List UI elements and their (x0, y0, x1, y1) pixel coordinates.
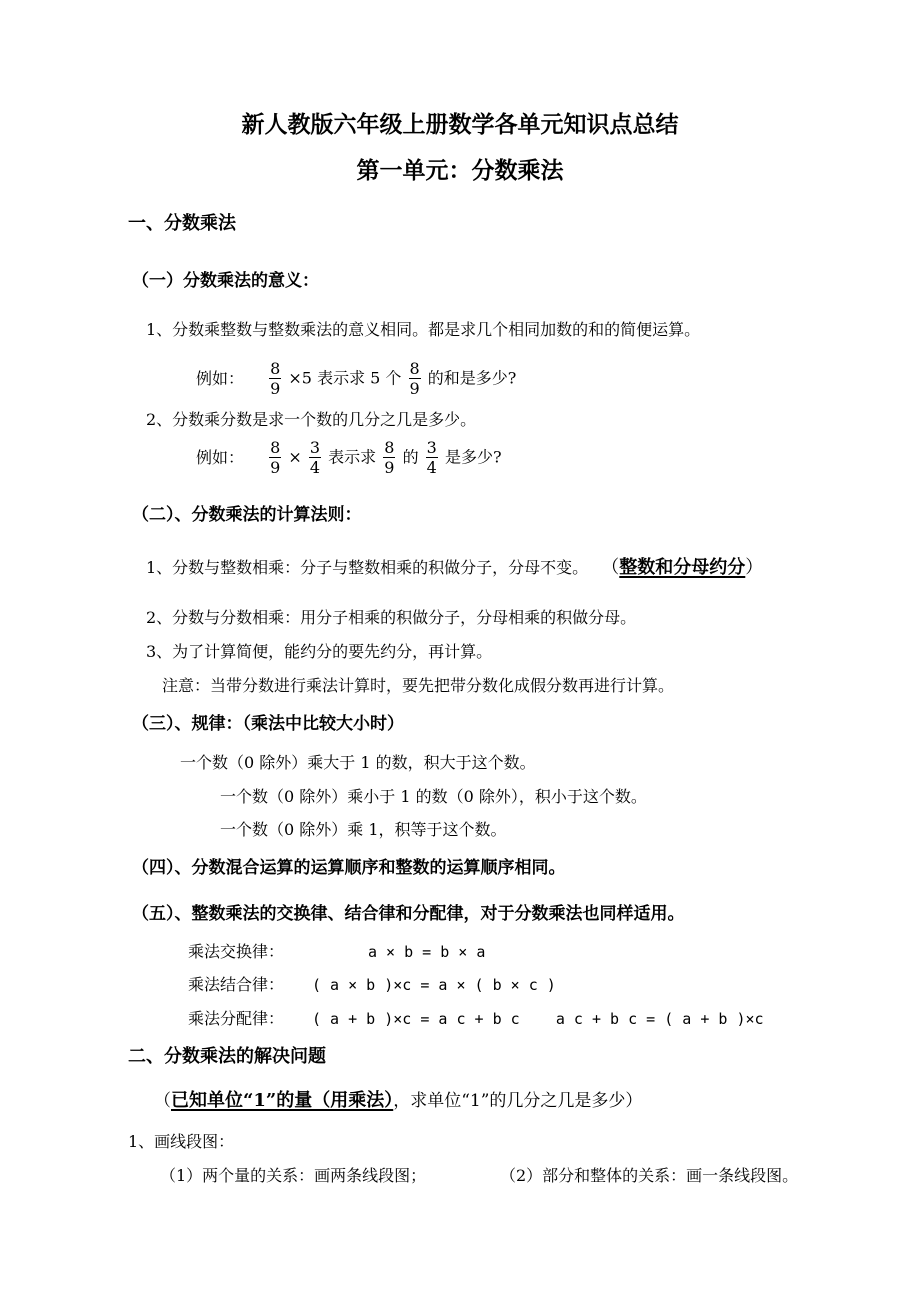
sub-1-heading: （一）分数乘法的意义： (132, 271, 319, 291)
fraction: $\frac{8}{9}$ (384, 438, 395, 477)
fraction: $\frac{3}{4}$ (426, 438, 437, 477)
sub-1-paragraph-2: 2、分数乘分数是求一个数的几分之几是多少。 (146, 410, 477, 429)
section-1-heading: 一、分数乘法 (128, 213, 236, 234)
law-associative-formula: ( a × b )×c = a × ( b × c ) (312, 976, 556, 994)
highlighted-note: 整数和分母约分 (619, 557, 746, 578)
fraction: $\frac{8}{9}$ (409, 359, 420, 398)
law-associative: 乘法结合律： (188, 975, 285, 994)
law-commutative: 乘法交换律： (188, 942, 285, 961)
fraction: $\frac{8}{9}$ (270, 359, 281, 398)
rule-note: 注意：当带分数进行乘法计算时，要先把带分数化成假分数再进行计算。 (162, 676, 675, 695)
sub-3-heading: （三）、规律：（乘法中比较大小时） (132, 714, 404, 734)
law-commutative-formula: a × b = b × a (368, 943, 486, 961)
example-2: 例如： $\frac{8}{9}$ × $\frac{3}{4}$ 表示求 $\frac{8}{9}$ 的 $\frac{3}{4}$ 是多少? (196, 438, 502, 477)
section-2-intro: （已知单位“1”的量（用乘法），求单位“1”的几分之几是多少） (154, 1090, 643, 1111)
rule-2: 2、分数与分数相乘：用分子相乘的积做分子，分母相乘的积做分母。 (146, 608, 637, 627)
document-title: 新人教版六年级上册数学各单元知识点总结 (241, 111, 679, 138)
fraction: $\frac{3}{4}$ (309, 438, 321, 477)
section-2-paragraph-2a: （1）两个量的关系：画两条线段图； (160, 1166, 427, 1185)
law-line-3: 一个数（0 除外）乘 1，积等于这个数。 (220, 820, 507, 839)
section-2-paragraph-2b: （2）部分和整体的关系：画一条线段图。 (500, 1166, 799, 1185)
unit-title: 第一单元：分数乘法 (356, 157, 564, 184)
law-distributive-formula: ( a + b )×c = a c + b c a c + b c = ( a + b )×c (312, 1010, 764, 1028)
example-label: 例如： (196, 447, 245, 467)
sub-2-heading: （二）、分数乘法的计算法则： (132, 505, 362, 525)
sub-5-heading: （五）、整数乘法的交换律、结合律和分配律，对于分数乘法也同样适用。 (132, 904, 685, 924)
sub-4-heading: （四）、分数混合运算的运算顺序和整数的运算顺序相同。 (132, 858, 566, 878)
rule-3: 3、为了计算简便，能约分的要先约分，再计算。 (146, 642, 493, 661)
law-distributive: 乘法分配律： (188, 1009, 285, 1028)
highlighted-note: 已知单位“1”的量（用乘法） (171, 1090, 394, 1111)
fraction: $\frac{8}{9}$ (270, 438, 281, 477)
example-label: 例如： (196, 368, 245, 388)
law-line-1: 一个数（0 除外）乘大于 1 的数，积大于这个数。 (180, 753, 536, 772)
sub-1-paragraph-1: 1、分数乘整数与整数乘法的意义相同。都是求几个相同加数的和的简便运算。 (146, 320, 701, 339)
example-1: 例如： $\frac{8}{9}$ ×5 表示求 5 个 $\frac{8}{9}$ 的和是多少? (196, 359, 517, 398)
law-line-2: 一个数（0 除外）乘小于 1 的数（0 除外），积小于这个数。 (220, 787, 647, 806)
section-2-paragraph-1: 1、画线段图： (128, 1132, 235, 1151)
section-2-heading: 二、分数乘法的解决问题 (128, 1046, 326, 1067)
rule-1: 1、分数与整数相乘：分子与整数相乘的积做分子，分母不变。 （整数和分母约分） (146, 557, 764, 578)
